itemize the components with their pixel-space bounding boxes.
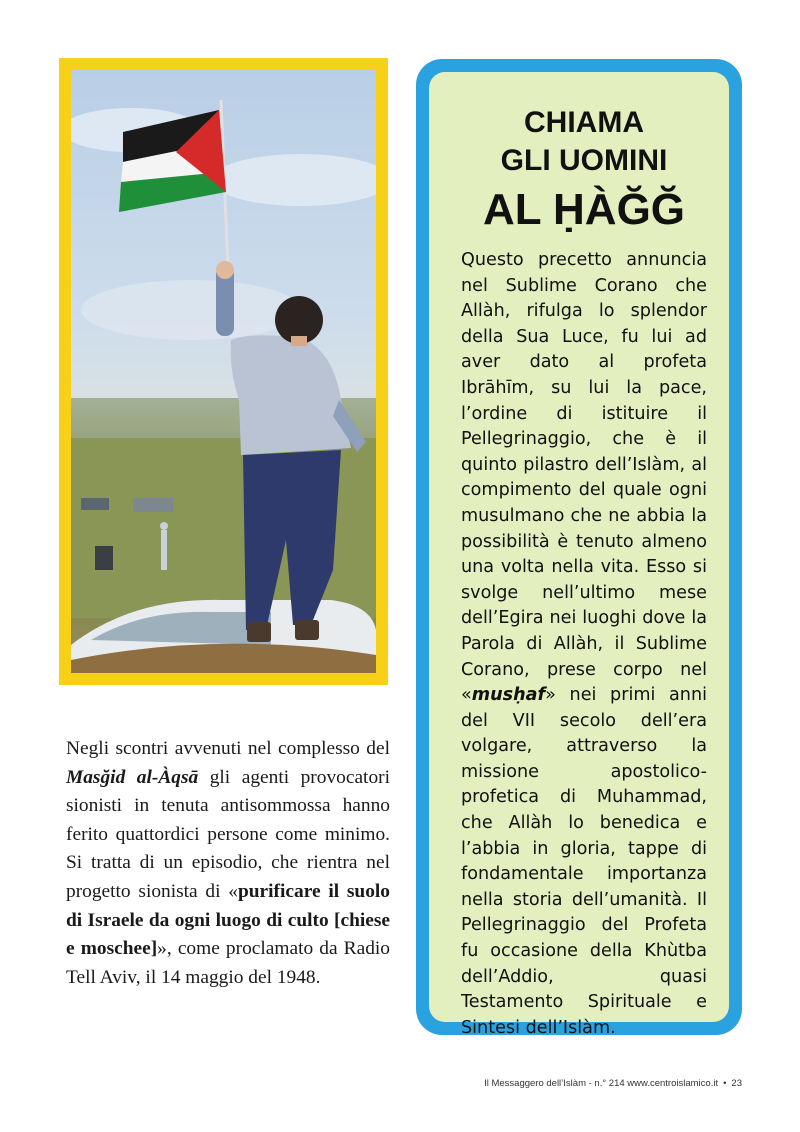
article-text-part3: », come proclamato da Radio Tell Aviv, il 14 maggio del 1948. xyxy=(66,938,390,988)
footer-website[interactable]: www.centroislamico.it xyxy=(627,1078,719,1089)
article-quote-bold: purificare il suolo di Israele da ogni luogo di culto [chiese e moschee] xyxy=(66,880,390,960)
footer-publication: Il Messaggero dell’Islàm - n.° 214 xyxy=(484,1078,625,1089)
box-text-part1: Questo precetto annuncia nel Sublime Corano che Allàh, rifulga lo splendor della Sua Luce, fu lui ad aver dato al profeta Ibrāhīm, su lui la pace, l’ordine di istituire il Pellegrinaggio, che è il quinto pilastro dell’Islàm, al compimento del quale ogni musulmano che ne abbia la possibilità è tenuto almeno una volta nella vita. Esso si svolge nell’ultimo mese dell’Egira nei luoghi dove la Parola di Allàh, il Sublime Corano, prese corpo nel « xyxy=(461,250,707,706)
page-number: 23 xyxy=(731,1078,742,1089)
box-text-mushaf: musḥaf xyxy=(471,685,546,706)
box-text-part2: » nei primi anni del VII secolo dell’era volgare, attraverso la missione apostolico-profetica di Muhammad, che Allàh lo benedica e l’abbia in gloria, tappe di fondamentale importanza nella storia dell’umanità. Il Pellegrinaggio del Profeta fu occasione della Khùtba dell’Addio, quasi Testamento Spirituale e Sintesi dell’Islàm. xyxy=(461,685,707,1038)
photo-frame xyxy=(59,58,388,685)
photo-child-with-flag xyxy=(71,70,376,673)
footer-separator: • xyxy=(723,1078,727,1089)
flag-child-illustration xyxy=(71,70,376,673)
article-text-part1: Negli scontri avvenuti nel complesso del xyxy=(66,738,390,759)
box-body-text xyxy=(461,248,707,1041)
article-place-name: Masğid al-Àqsā xyxy=(66,766,199,788)
article-text-part2: gli agenti provocatori sionisti in tenuta antisommossa hanno ferito quattordici persone come minimo. Si tratta di un episodio, che rientra nel progetto sionista di « xyxy=(66,766,390,902)
page-footer xyxy=(484,1078,742,1089)
sidebar-box xyxy=(416,59,742,1038)
box-title-line1: CHIAMA xyxy=(524,106,644,139)
article-paragraph xyxy=(66,735,390,992)
sidebar-box-inner xyxy=(429,72,729,1038)
box-title-line2: GLI UOMINI xyxy=(500,144,668,177)
box-title xyxy=(461,104,707,238)
box-title-line3: AL ḤÀĞĞ xyxy=(482,185,686,234)
